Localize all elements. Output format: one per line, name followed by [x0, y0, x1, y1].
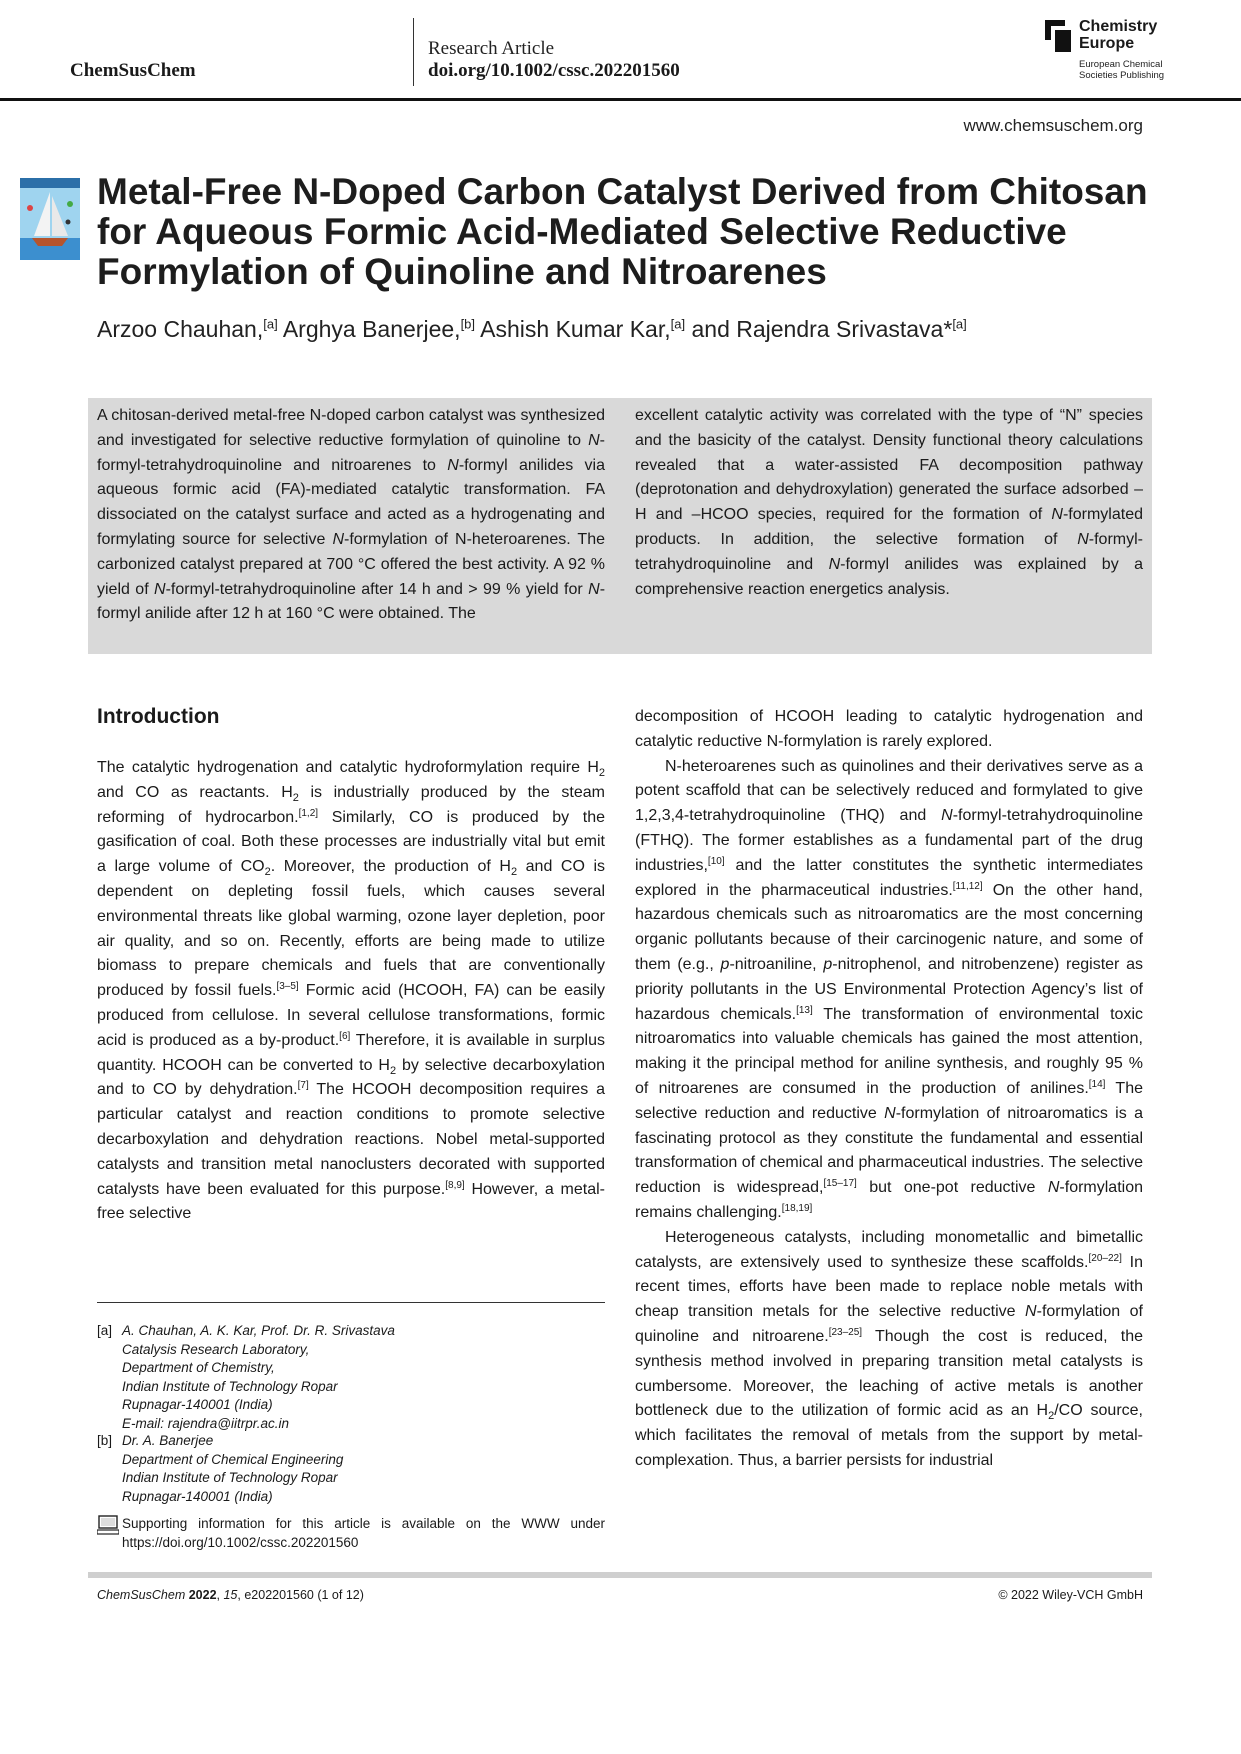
affiliation-line: Department of Chemistry, [122, 1360, 275, 1375]
footer-copyright: © 2022 Wiley-VCH GmbH [998, 1588, 1143, 1602]
author: Ashish Kumar Kar, [480, 316, 671, 342]
author-affiliation: [a] [952, 316, 967, 332]
affiliation-line: Rupnagar-140001 (India) [122, 1488, 273, 1504]
affiliation-line: Department of Chemical Engineering [122, 1451, 344, 1467]
affiliation-line: A. Chauhan, A. K. Kar, Prof. Dr. R. Srivastava [122, 1323, 395, 1338]
author: Arghya Banerjee, [282, 316, 461, 342]
paragraph: decomposition of HCOOH leading to catalytic hydrogenation and catalytic reductive N-formylation is rarely explored. [635, 708, 1143, 750]
chemistry-europe-logo [1045, 18, 1175, 82]
journal-website[interactable]: www.chemsuschem.org [963, 116, 1143, 135]
publisher-sub-1: European Chemical [1079, 59, 1163, 70]
footer-locator: , e202201560 (1 of 12) [237, 1588, 364, 1602]
publisher-sub-2: Societies Publishing [1079, 69, 1165, 81]
body-column-left [97, 756, 605, 1227]
publisher-name-1: Chemistry [1079, 18, 1158, 35]
footer-journal: ChemSusChem [97, 1588, 186, 1602]
header-rule [0, 98, 1241, 101]
affiliation-line: Catalysis Research Laboratory, [122, 1341, 310, 1357]
paragraph: Heterogeneous catalysts, including monometallic and bimetallic catalysts, are extensively used to synthesize these scaffolds.[20–22] In recent times, efforts have been made to replace noble metals with cheap transition metals for the selective reductive N-formylation of quinoline and nitroarene.[23–25] Though the cost is reduced, the synthesis method involved in preparing transition metal catalysts is cumbersome. Moreover, the leaching of active metals is another bottleneck due to the utilization of formic acid as an $H_2/CO$ source, which facilitates the removal of metals from the support by metal-complexation. Thus, a barrier persists for industrial [635, 1228, 1144, 1469]
affiliation-line: Rupnagar-140001 (India) [122, 1397, 273, 1412]
author-affiliation: [a] [670, 316, 686, 332]
supporting-information-note [97, 1515, 605, 1552]
paragraph: N-heteroarenes such as quinolines and their derivatives serve as a potent scaffold that can be selectively reduced and formylated to give 1,2,3,4-tetrahydroquinoline (THQ) and N-formyl-tetrahydroquinoline (FTHQ). The former establishes as a fundamental part of the drug industries,[10] and the latter constitutes the synthetic intermediates explored in the pharmaceutical industries.[11,12] On the other hand, hazardous chemicals such as nitroaromatics are the most concerning organic pollutants because of their carcinogenic nature, and some of them (e.g., p-nitroaniline, p-nitrophenol, and nitrobenzene) register as priority pollutants in the US Environmental Protection Agency’s list of hazardous chemicals.[13] The transformation of environmental toxic nitroaromatics into valuable chemicals has gained the most attention, making it the principal method for aniline synthesis, and roughly 95 % of nitroarenes are consumed in the production of anilines.[14] The selective reduction and reductive N-formylation of nitroaromatics is a fascinating protocol as they constitute the fundamental and essential transformation of chemical and pharmaceutical industries. The selective reduction is widespread,[15–17] but one-pot reductive N-formylation remains challenging.[18,19] [635, 757, 1144, 1221]
affiliation-a [97, 1322, 605, 1433]
section-heading-introduction: Introduction [97, 705, 220, 728]
affiliation-b [97, 1432, 605, 1506]
publisher-name-2: Europe [1079, 35, 1135, 52]
abstract-column-right: excellent catalytic activity was correlated with the type of “N” species and the basicity of the catalyst. Density functional theory calculations revealed that a water-assisted FA decomposition pathway (deprotonation and dehydroxylation) generated the surface adsorbed –H and –HCOO species, required for the formation of N-formylated products. In addition, the selective formation of N-formyl-tetrahydroquinoline and N-formyl anilides was explained by a comprehensive reaction energetics analysis. [635, 407, 1143, 598]
footnote-rule [97, 1302, 605, 1303]
footer-volume: 15 [223, 1588, 238, 1602]
supporting-information-text[interactable]: Supporting information for this article is available on the WWW under https://doi.org/10.1002/cssc.202201560 [122, 1516, 605, 1550]
author: and Rajendra Srivastava* [691, 316, 953, 342]
author-affiliation: [b] [460, 316, 476, 332]
doi-link[interactable]: doi.org/10.1002/cssc.202201560 [428, 60, 680, 81]
article-type: Research Article [428, 38, 555, 59]
journal-cover-thumbnail [20, 178, 80, 260]
body-column-right [635, 705, 1143, 1474]
paragraph: The catalytic hydrogenation and catalytic hydroformylation require $H_2$ and CO as reactants. $H_2$ is industrially produced by the steam reforming of hydrocarbon.[1,2] Similarly, CO is produced by the gasification of coal. Both these processes are industrially vital but emit a large volume of $CO_2$. Moreover, the production of $H_2$ and CO is dependent on depleting fossil fuels, which causes several environmental threats like global warming, ozone layer depletion, poor air quality, and so on. Recently, efforts are being made to utilize biomass to prepare chemicals and fuels that are conventionally produced by fossil fuels.[3–5] Formic acid (HCOOH, FA) can be easily produced from cellulose. In several cellulose transformations, formic acid is produced as a by-product.[6] Therefore, it is available in surplus quantity. HCOOH can be converted to $H_2$ by selective decarboxylation and to CO by dehydration.[7] The HCOOH decomposition requires a particular catalyst and reaction conditions to promote selective decarboxylation and dehydration reactions. Nobel metal-supported catalysts and transition metal nanoclusters decorated with supported catalysts have been evaluated for this purpose.[8,9] However, a metal-free selective [97, 759, 606, 1223]
affiliation-line: Indian Institute of Technology Ropar [122, 1378, 338, 1394]
affiliation-line: Indian Institute of Technology Ropar [122, 1470, 338, 1485]
article-title: Metal-Free N-Doped Carbon Catalyst Derived from Chitosan for Aqueous Formic Acid-Mediated Selective Reductive Formylation of Quinoline and Nitroarenes [97, 171, 1148, 292]
affiliation-label: [a] [97, 1323, 113, 1338]
affiliation-email[interactable]: E-mail: rajendra@iitrpr.ac.in [122, 1415, 290, 1431]
footer-citation: ChemSusChem 2022, 15, e202201560 (1 of 12) [97, 1588, 364, 1602]
abstract-column-left: A chitosan-derived metal-free N-doped carbon catalyst was synthesized and investigated for selective reductive formylation of quinoline to N-formyl-tetrahydroquinoline and nitroarenes to N-formyl anilides via aqueous formic acid (FA)-mediated catalytic transformation. FA dissociated on the catalyst surface and acted as a hydrogenating and formylating source for selective N-formylation of N-heteroarenes. The carbonized catalyst prepared at 700 °C offered the best activity. A 92 % yield of N-formyl-tetrahydroquinoline after 14 h and > 99 % yield for N-formyl anilide after 12 h at 160 °C were obtained. The [97, 407, 606, 623]
computer-icon [97, 1515, 119, 1535]
affiliation-label: [b] [97, 1433, 113, 1448]
author-list [97, 316, 1157, 343]
affiliation-line: Dr. A. Banerjee [122, 1433, 214, 1448]
author: Arzoo Chauhan, [97, 316, 264, 342]
footer-year: 2022 [188, 1588, 217, 1602]
journal-name: ChemSusChem [70, 60, 196, 81]
chemistry-europe-logo-icon [1045, 20, 1075, 54]
header-divider [413, 18, 414, 86]
author-affiliation: [a] [263, 316, 278, 332]
footer-bar [88, 1572, 1152, 1578]
